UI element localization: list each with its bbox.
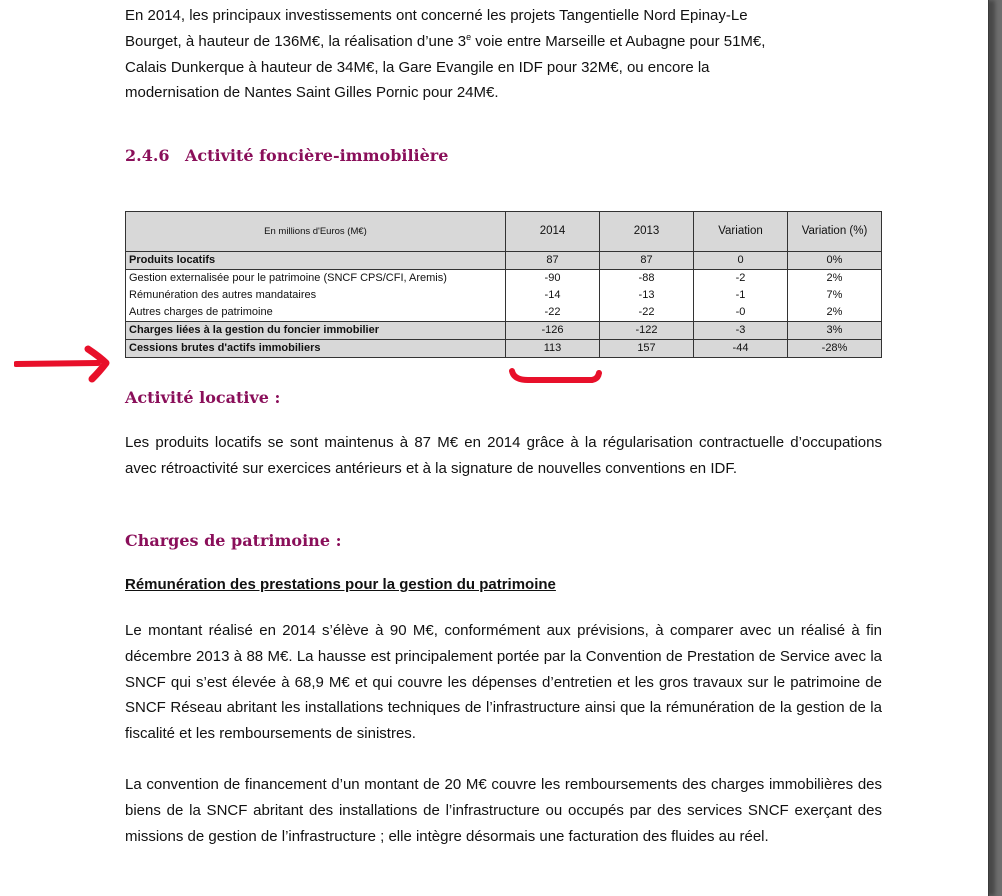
header-2013: 2013 [600,212,694,252]
cell-2013: 87 [600,252,694,270]
intro-line-1: En 2014, les principaux investissements ont concerné les projets Tangentielle Nord Epinay-Le [125,7,748,24]
row-label: Gestion externalisée pour le patrimoine (SNCF CPS/CFI, Aremis) [126,270,506,288]
cell-variation-pct: 2% [788,270,882,288]
remuneration-paragraph-1: Le montant réalisé en 2014 s’élève à 90 M€, conformément aux prévisions, à comparer avec un réalisé à fin décembre 2013 à 88 M€. La hausse est principalement portée par la Convention de Prestation de Service avec la SNCF qui s’est élevée à 68,9 M€ et qui couvre les dépenses d’entretien et les gros travaux sur le patrimoine de SNCF Réseau abritant les installations techniques de l’infrastructure ainsi que la rémunération de la gestion de la fiscalité et les remboursements de sinistres. [125,622,882,743]
locative-heading: Activité locative : [125,388,281,407]
cell-2013: -13 [600,287,694,304]
cell-2014: 87 [506,252,600,270]
cell-variation-pct: 3% [788,322,882,340]
row-label: Autres charges de patrimoine [126,304,506,322]
header-label: En millions d'Euros (M€) [126,212,506,252]
row-label: Cessions brutes d'actifs immobiliers [126,340,506,358]
superscript-e: e [466,31,472,42]
remuneration-subheading: Rémunération des prestations pour la gestion du patrimoine [125,576,556,593]
cell-variation: -3 [694,322,788,340]
cell-2014: -90 [506,270,600,288]
row-label: Charges liées à la gestion du foncier immobilier [126,322,506,340]
table-row [126,304,882,322]
cell-2013: 157 [600,340,694,358]
header-2014: 2014 [506,212,600,252]
remuneration-paragraph-2: La convention de financement d’un montant de 20 M€ couvre les remboursements des charges immobilières des biens de la SNCF abritant des installations de l’infrastructure ou occupés par des services SNCF exerçant des missions de gestion de l’infrastructure ; elle intègre désormais une facturation des fluides au réel. [125,776,882,845]
intro-paragraph [125,3,882,106]
cell-variation: -2 [694,270,788,288]
charges-heading: Charges de patrimoine : [125,531,342,550]
table-row [126,322,882,340]
cell-variation-pct: 2% [788,304,882,322]
cell-2014: 113 [506,340,600,358]
intro-line-3: Calais Dunkerque à hauteur de 34M€, la Gare Evangile en IDF pour 32M€, ou encore la [125,58,710,76]
intro-line-4: modernisation de Nantes Saint Gilles Pornic pour 24M€. [125,84,499,102]
cell-2013: -22 [600,304,694,322]
cell-variation: -44 [694,340,788,358]
red-arrow-annotation [14,345,114,385]
cell-variation-pct: 0% [788,252,882,270]
cell-2014: -22 [506,304,600,322]
header-variation: Variation [694,212,788,252]
cell-2013: -88 [600,270,694,288]
cell-variation-pct: 7% [788,287,882,304]
header-variation-pct: Variation (%) [788,212,882,252]
row-label: Rémunération des autres mandataires [126,287,506,304]
cell-2014: -14 [506,287,600,304]
table-row [126,340,882,358]
row-label: Produits locatifs [126,252,506,270]
locative-paragraph: Les produits locatifs se sont maintenus à 87 M€ en 2014 grâce à la régularisation contractuelle d’occupations avec rétroactivité sur exercices antérieurs et à la signature de nouvelles conventions en IDF. [125,434,882,477]
intro-line-2b: voie entre Marseille et Aubagne pour 51M€, [471,32,766,50]
table-header-row [126,212,882,252]
cell-2014: -126 [506,322,600,340]
table-row [126,270,882,288]
section-heading [125,146,448,165]
cell-variation-pct: -28% [788,340,882,358]
cell-2013: -122 [600,322,694,340]
section-number: 2.4.6 [125,146,170,165]
red-underline-annotation [508,366,604,392]
table-row [126,252,882,270]
financial-table [125,211,882,358]
cell-variation: 0 [694,252,788,270]
cell-variation: -1 [694,287,788,304]
cell-variation: -0 [694,304,788,322]
table-row [126,287,882,304]
intro-line-2a: Bourget, à hauteur de 136M€, la réalisation d’une 3 [125,32,467,50]
section-title: Activité foncière-immobilière [185,146,449,165]
